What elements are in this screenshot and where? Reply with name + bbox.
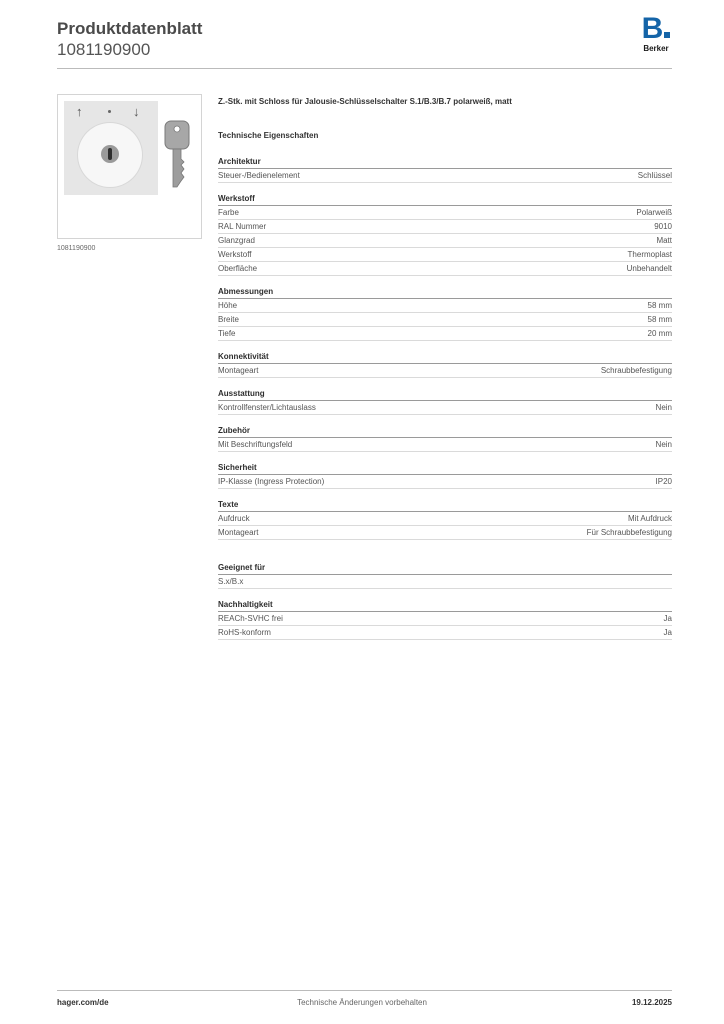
property-row [218, 206, 672, 220]
group-title: Abmessungen [218, 286, 672, 299]
group-architektur [218, 156, 672, 183]
property-row [218, 248, 672, 262]
property-label: S.x/B.x [218, 577, 244, 586]
group-werkstoff [218, 193, 672, 276]
property-value: 58 mm [647, 315, 672, 324]
article-number: 1081190900 [57, 40, 151, 59]
cover-plate [64, 101, 158, 195]
technical-properties-heading: Technische Eigenschaften [218, 131, 319, 140]
property-label: Mit Beschriftungsfeld [218, 440, 293, 449]
property-label: IP-Klasse (Ingress Protection) [218, 477, 325, 486]
image-caption: 1081190900 [57, 245, 96, 252]
spacer [218, 550, 672, 562]
product-image [57, 94, 202, 239]
property-row [218, 512, 672, 526]
footer-date: 19.12.2025 [631, 998, 672, 1007]
group-abmessungen [218, 286, 672, 341]
lock-cylinder [101, 145, 119, 163]
property-label: Montageart [218, 528, 259, 537]
property-label: Oberfläche [218, 264, 258, 273]
property-label: Steuer-/Bedienelement [218, 171, 300, 180]
property-label: REACh-SVHC frei [218, 614, 283, 623]
berker-logo [638, 12, 674, 53]
property-label: Breite [218, 315, 239, 324]
property-label: Tiefe [218, 329, 236, 338]
property-label: Glanzgrad [218, 236, 255, 245]
property-row [218, 327, 672, 341]
property-value: Nein [655, 403, 672, 412]
group-ausstattung [218, 388, 672, 415]
property-value: Ja [663, 628, 672, 637]
logo-letter: B [638, 15, 674, 43]
property-row [218, 626, 672, 640]
property-value: Polarweiß [636, 208, 672, 217]
arrow-down-icon: ↓ [133, 104, 140, 119]
logo-text: Berker [643, 44, 669, 53]
property-value: Unbehandelt [626, 264, 672, 273]
group-title: Konnektivität [218, 351, 672, 364]
property-row [218, 612, 672, 626]
property-row [218, 364, 672, 378]
group-zubehoer [218, 425, 672, 452]
center-dot-icon [108, 110, 111, 113]
property-value: IP20 [655, 477, 672, 486]
group-texte [218, 499, 672, 540]
property-value: Nein [655, 440, 672, 449]
property-value: 9010 [654, 222, 672, 231]
key-icon [163, 119, 191, 189]
group-title: Texte [218, 499, 672, 512]
property-value: Für Schraubbefestigung [586, 528, 672, 537]
group-nachhaltigkeit [218, 599, 672, 640]
property-value: Thermoplast [627, 250, 672, 259]
document-header [57, 18, 202, 60]
property-value: Matt [656, 236, 672, 245]
group-konnektivitaet [218, 351, 672, 378]
property-label: Werkstoff [218, 250, 252, 259]
property-label: Höhe [218, 301, 238, 310]
property-value: Ja [663, 614, 672, 623]
property-value: Schlüssel [637, 171, 672, 180]
group-title: Zubehör [218, 425, 672, 438]
property-label: RAL Nummer [218, 222, 267, 231]
property-label: Farbe [218, 208, 239, 217]
group-title: Werkstoff [218, 193, 672, 206]
property-row [218, 475, 672, 489]
property-row [218, 438, 672, 452]
group-geeignet-fuer [218, 562, 672, 589]
group-title: Ausstattung [218, 388, 672, 401]
property-value: 58 mm [647, 301, 672, 310]
property-row [218, 262, 672, 276]
footer-divider [57, 990, 672, 991]
property-value: Schraubbefestigung [600, 366, 672, 375]
property-row [218, 299, 672, 313]
group-title: Architektur [218, 156, 672, 169]
product-title: Z.-Stk. mit Schloss für Jalousie-Schlüsselschalter S.1/B.3/B.7 polarweiß, matt [218, 97, 512, 106]
property-row [218, 234, 672, 248]
property-label: Aufdruck [218, 514, 250, 523]
property-row [218, 401, 672, 415]
property-value: Mit Aufdruck [627, 514, 672, 523]
property-label: Kontrollfenster/Lichtauslass [218, 403, 316, 412]
property-row [218, 526, 672, 540]
document-title: Produktdatenblatt [57, 19, 203, 38]
property-row [218, 575, 672, 589]
property-label: Montageart [218, 366, 259, 375]
keyhole-icon [108, 148, 112, 160]
lock-knob [78, 123, 142, 187]
arrow-up-icon: ↑ [76, 104, 83, 119]
group-title: Sicherheit [218, 462, 672, 475]
property-row [218, 313, 672, 327]
group-title: Nachhaltigkeit [218, 599, 672, 612]
property-label: RoHS-konform [218, 628, 271, 637]
property-row [218, 169, 672, 183]
footer-notice: Technische Änderungen vorbehalten [297, 998, 427, 1007]
group-title: Geeignet für [218, 562, 672, 575]
header-divider [57, 68, 672, 69]
footer-website: hager.com/de [57, 998, 109, 1007]
property-row [218, 220, 672, 234]
property-value: 20 mm [647, 329, 672, 338]
property-groups [218, 156, 672, 650]
group-sicherheit [218, 462, 672, 489]
